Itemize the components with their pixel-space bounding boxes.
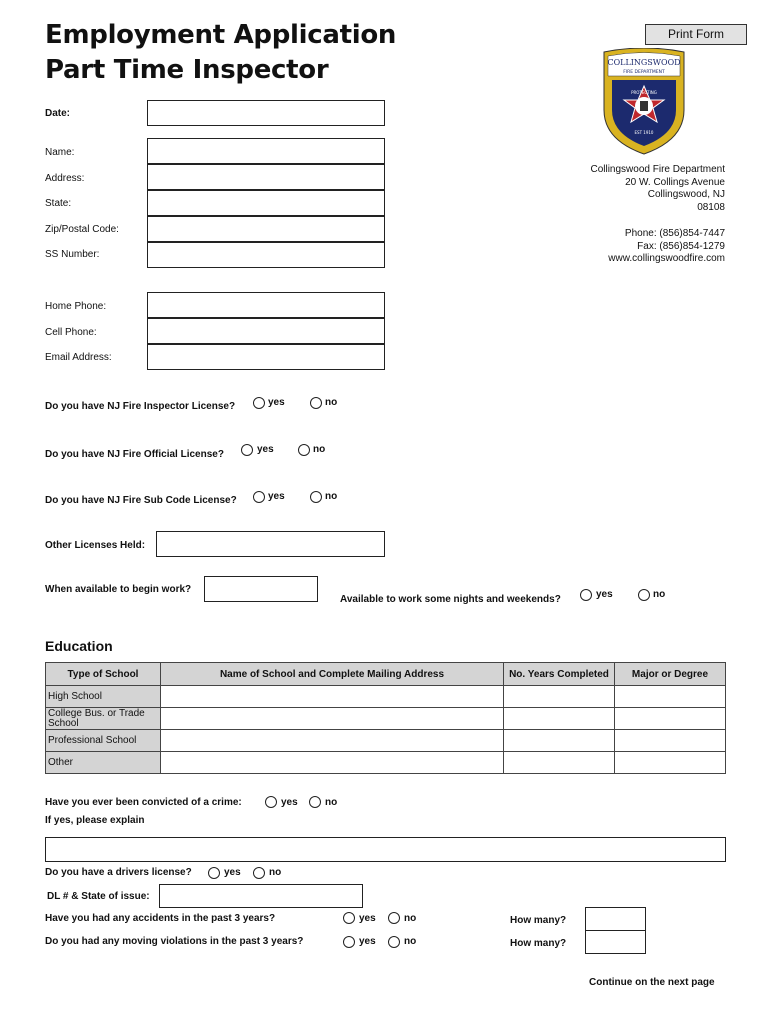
official-license-yes-radio[interactable] <box>241 444 253 456</box>
accidents-how-many-field[interactable] <box>585 907 646 931</box>
school-type-cell: High School <box>46 686 161 708</box>
cell-phone-label: Cell Phone: <box>45 327 97 338</box>
crime-explain-label: If yes, please explain <box>45 815 145 826</box>
years-completed-cell[interactable] <box>504 686 615 708</box>
violations-no-radio[interactable] <box>388 936 400 948</box>
drivers-license-question: Do you have a drivers license? <box>45 867 192 878</box>
column-type-of-school: Type of School <box>46 663 161 686</box>
column-years-completed: No. Years Completed <box>504 663 615 686</box>
name-label: Name: <box>45 147 75 158</box>
official-license-question: Do you have NJ Fire Official License? <box>45 449 224 460</box>
dl-state-label: DL # & State of issue: <box>47 891 150 902</box>
department-city: Collingswood, NJ <box>647 189 725 200</box>
nights-weekends-question: Available to work some nights and weekends? <box>340 594 561 605</box>
other-licenses-field[interactable] <box>156 531 385 557</box>
subcode-license-no-label: no <box>325 491 338 502</box>
violations-question: Do you had any moving violations in the past 3 years? <box>45 936 304 947</box>
inspector-license-yes-label: yes <box>268 397 285 408</box>
school-name-cell[interactable] <box>161 686 504 708</box>
major-degree-cell[interactable] <box>615 730 726 752</box>
school-name-cell[interactable] <box>161 730 504 752</box>
crime-no-label: no <box>325 797 338 808</box>
crime-no-radio[interactable] <box>309 796 321 808</box>
print-form-button[interactable]: Print Form <box>645 24 747 45</box>
drivers-license-no-radio[interactable] <box>253 867 265 879</box>
major-degree-cell[interactable] <box>615 686 726 708</box>
subcode-license-yes-label: yes <box>268 491 285 502</box>
accidents-no-radio[interactable] <box>388 912 400 924</box>
subcode-license-yes-radio[interactable] <box>253 491 265 503</box>
other-licenses-label: Other Licenses Held: <box>45 540 146 551</box>
ssn-label: SS Number: <box>45 249 100 260</box>
crime-yes-radio[interactable] <box>265 796 277 808</box>
inspector-license-no-label: no <box>325 397 338 408</box>
school-type-cell: Other <box>46 752 161 774</box>
major-degree-cell[interactable] <box>615 752 726 774</box>
inspector-license-yes-radio[interactable] <box>253 397 265 409</box>
years-completed-cell[interactable] <box>504 708 615 730</box>
department-street: 20 W. Collings Avenue <box>625 176 725 188</box>
official-license-yes-label: yes <box>257 444 274 455</box>
email-field[interactable] <box>147 344 385 370</box>
years-completed-cell[interactable] <box>504 730 615 752</box>
available-begin-label: When available to begin work? <box>45 584 192 595</box>
drivers-license-no-label: no <box>269 867 282 878</box>
department-phone: Phone: (856)854-7447 <box>624 228 725 239</box>
zip-field[interactable] <box>147 216 385 242</box>
accidents-no-label: no <box>404 913 417 924</box>
dl-state-field[interactable] <box>159 884 363 908</box>
accidents-how-many-label: How many? <box>510 915 567 926</box>
subcode-license-question: Do you have NJ Fire Sub Code License? <box>45 495 237 506</box>
ssn-field[interactable] <box>147 242 385 268</box>
form-title: Employment Application <box>45 20 397 50</box>
department-zip: 08108 <box>697 201 725 213</box>
nights-weekends-yes-label: yes <box>596 589 613 600</box>
education-table <box>45 662 726 774</box>
violations-no-label: no <box>404 936 417 947</box>
accidents-yes-radio[interactable] <box>343 912 355 924</box>
date-label: Date: <box>45 108 71 119</box>
email-label: Email Address: <box>45 352 112 363</box>
drivers-license-yes-radio[interactable] <box>208 867 220 879</box>
address-label: Address: <box>45 173 85 184</box>
cell-phone-field[interactable] <box>147 318 385 344</box>
crime-yes-label: yes <box>281 797 298 808</box>
violations-yes-label: yes <box>359 936 376 947</box>
crime-explain-field[interactable] <box>45 837 726 862</box>
table-row <box>46 708 726 730</box>
table-row <box>46 686 726 708</box>
inspector-license-question: Do you have NJ Fire Inspector License? <box>45 401 236 412</box>
logo-top-text: COLLINGSWOOD <box>607 58 681 67</box>
zip-label: Zip/Postal Code: <box>45 224 119 235</box>
logo-middle-text: FIRE DEPARTMENT <box>623 70 665 75</box>
violations-yes-radio[interactable] <box>343 936 355 948</box>
education-heading: Education <box>45 638 113 654</box>
continue-note: Continue on the next page <box>589 977 715 988</box>
accidents-question: Have you had any accidents in the past 3 years? <box>45 913 276 924</box>
school-name-cell[interactable] <box>161 752 504 774</box>
crime-question: Have you ever been convicted of a crime: <box>45 797 242 808</box>
accidents-yes-label: yes <box>359 913 376 924</box>
violations-how-many-label: How many? <box>510 938 567 949</box>
official-license-no-label: no <box>313 444 326 455</box>
form-subtitle: Part Time Inspector <box>45 55 329 85</box>
table-row <box>46 730 726 752</box>
drivers-license-yes-label: yes <box>224 867 241 878</box>
major-degree-cell[interactable] <box>615 708 726 730</box>
table-row <box>46 752 726 774</box>
inspector-license-no-radio[interactable] <box>310 397 322 409</box>
nights-weekends-yes-radio[interactable] <box>580 589 592 601</box>
name-field[interactable] <box>147 138 385 164</box>
fire-department-logo <box>596 48 692 156</box>
column-school-name: Name of School and Complete Mailing Address <box>161 663 504 686</box>
date-field[interactable] <box>147 100 385 126</box>
school-name-cell[interactable] <box>161 708 504 730</box>
department-website: www.collingswoodfire.com <box>608 253 725 264</box>
state-label: State: <box>45 198 72 209</box>
nights-weekends-no-label: no <box>653 589 666 600</box>
department-name: Collingswood Fire Department <box>590 164 725 175</box>
subcode-license-no-radio[interactable] <box>310 491 322 503</box>
official-license-no-radio[interactable] <box>298 444 310 456</box>
school-type-cell: College Bus. or Trade School <box>46 708 161 730</box>
department-address <box>590 164 725 266</box>
years-completed-cell[interactable] <box>504 752 615 774</box>
violations-how-many-field[interactable] <box>585 930 646 954</box>
address-field[interactable] <box>147 164 385 190</box>
logo-shield-text: PROTECTING <box>631 90 657 95</box>
school-type-cell: Professional School <box>46 730 161 752</box>
available-begin-field[interactable] <box>204 576 318 602</box>
nights-weekends-no-radio[interactable] <box>638 589 650 601</box>
state-field[interactable] <box>147 190 385 216</box>
department-fax: Fax: (856)854-1279 <box>637 240 725 252</box>
column-major-degree: Major or Degree <box>615 663 726 686</box>
home-phone-label: Home Phone: <box>45 301 107 312</box>
logo-est-text: EST 1910 <box>634 130 654 135</box>
home-phone-field[interactable] <box>147 292 385 318</box>
